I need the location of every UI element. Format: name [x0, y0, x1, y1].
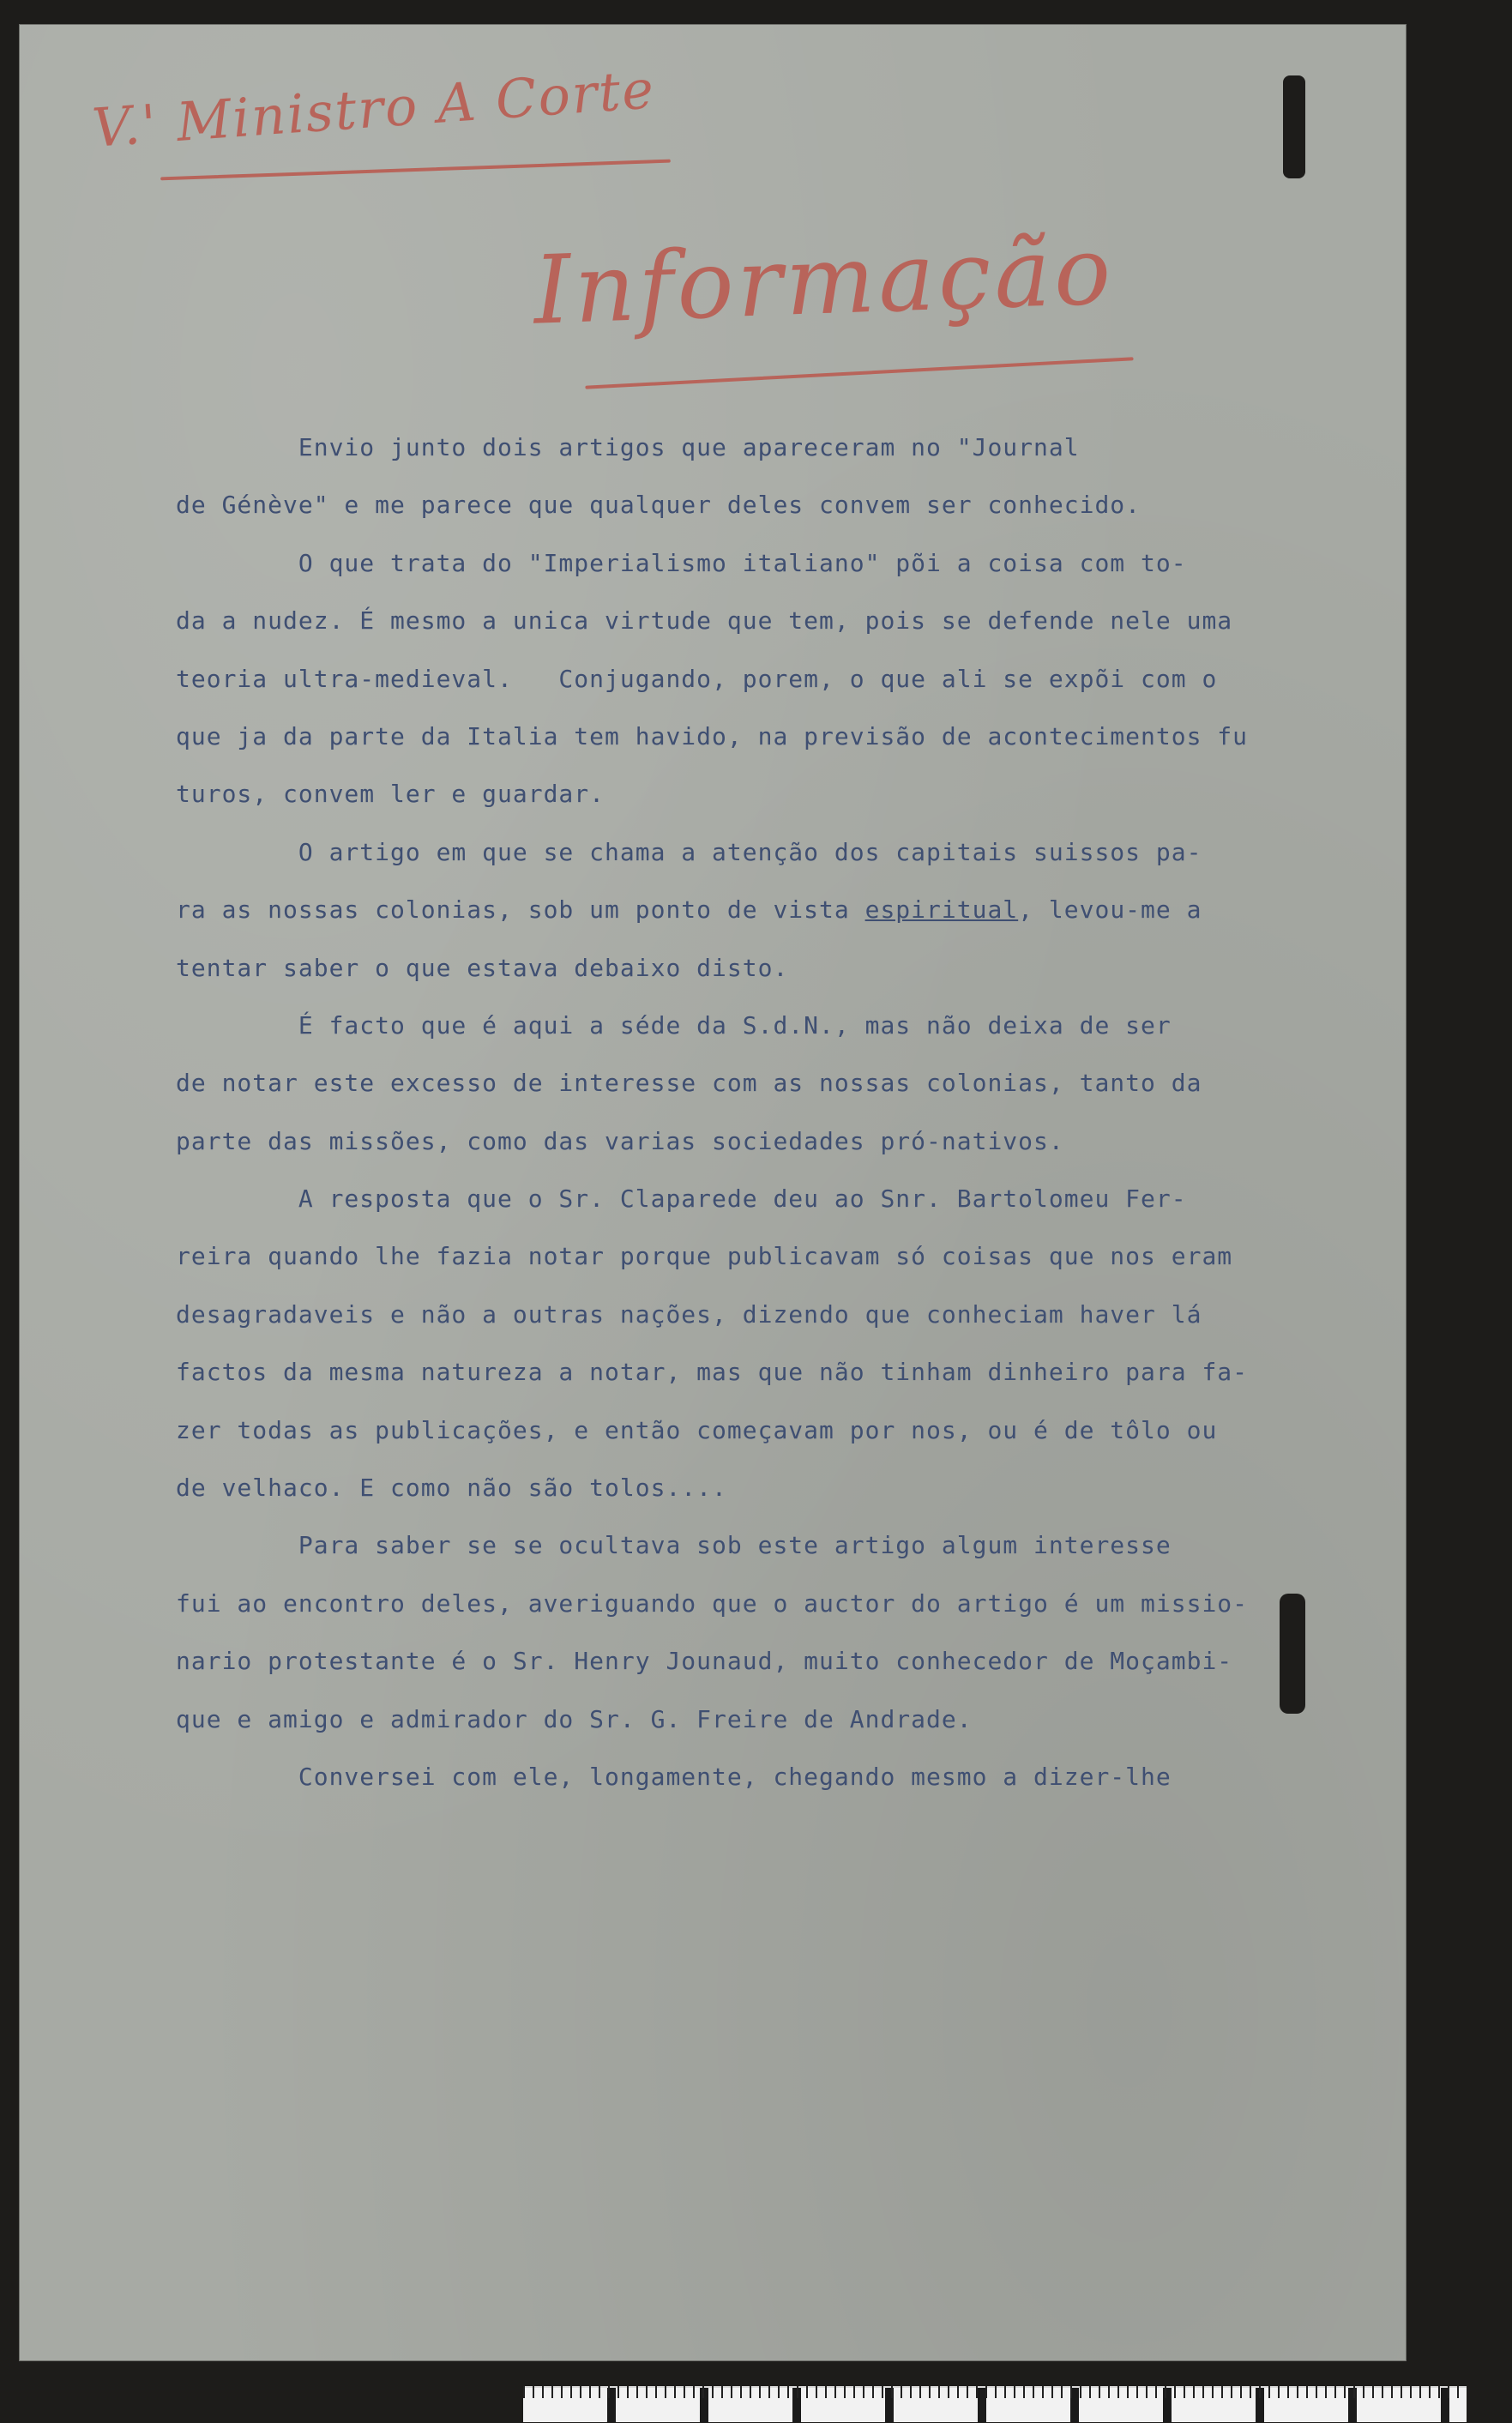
text-line: desagradaveis e não a outras nações, dizendo que conheciam haver lá	[176, 1299, 1202, 1329]
text-line: reira quando lhe fazia notar porque publicavam só coisas que nos eram	[176, 1242, 1233, 1271]
underlined-word: espiritual	[864, 895, 1019, 925]
text-line: O que trata do "Imperialismo italiano" põi a coisa com to-	[176, 548, 1187, 577]
heading-underline	[585, 357, 1133, 389]
scale-ruler-ticks	[523, 2386, 1467, 2398]
text-line: que ja da parte da Italia tem havido, na previsão de acontecimentos fu	[176, 721, 1249, 750]
text-line: nario protestante é o Sr. Henry Jounaud, muito conhecedor de Moçambi-	[176, 1647, 1233, 1676]
text-line: de velhaco. E como não são tolos....	[176, 1474, 727, 1503]
annotation-underline	[160, 160, 671, 181]
handwritten-annotation: V.' Ministro A Corte	[90, 57, 658, 160]
typed-body	[176, 419, 1376, 1805]
text-line: tentar saber o que estava debaixo disto.	[176, 953, 789, 982]
text-line: Conversei com ele, longamente, chegando mesmo a dizer-lhe	[176, 1762, 1172, 1791]
text-line: Envio junto dois artigos que apareceram no "Journal	[176, 433, 1080, 461]
text-line: de Génève" e me parece que qualquer deles convem ser conhecido.	[176, 491, 1142, 520]
text-line: parte das missões, como das varias sociedades pró-nativos.	[176, 1126, 1064, 1155]
handwritten-heading: Informação	[531, 215, 1117, 346]
text-line: A resposta que o Sr. Claparede deu ao Snr. Bartolomeu Fer-	[176, 1184, 1187, 1214]
text-line: de notar este excesso de interesse com as nossas colonias, tanto da	[176, 1069, 1202, 1098]
text-line: da a nudez. É mesmo a unica virtude que tem, pois se defende nele uma	[176, 606, 1233, 636]
text-line: zer todas as publicações, e então começavam por nos, ou é de tôlo ou	[176, 1415, 1218, 1444]
text-line: É facto que é aqui a séde da S.d.N., mas não deixa de ser	[176, 1010, 1172, 1040]
text-line: ra as nossas colonias, sob um ponto de vista espiritual, levou-me a	[176, 895, 1202, 925]
paper-tear-top	[1283, 75, 1305, 178]
text-line: O artigo em que se chama a atenção dos capitais suissos pa-	[176, 837, 1202, 866]
text-line: factos da mesma natureza a notar, mas que não tinham dinheiro para fa-	[176, 1358, 1249, 1387]
text-line: Para saber se se ocultava sob este artigo algum interesse	[176, 1531, 1172, 1560]
text-line: turos, convem ler e guardar.	[176, 780, 605, 809]
text-line: teoria ultra-medieval. Conjugando, porem, o que ali se expõi com o	[176, 664, 1218, 693]
text-line: que e amigo e admirador do Sr. G. Freire de Andrade.	[176, 1704, 973, 1733]
text-line: fui ao encontro deles, averiguando que o auctor do artigo é um missio-	[176, 1588, 1249, 1618]
